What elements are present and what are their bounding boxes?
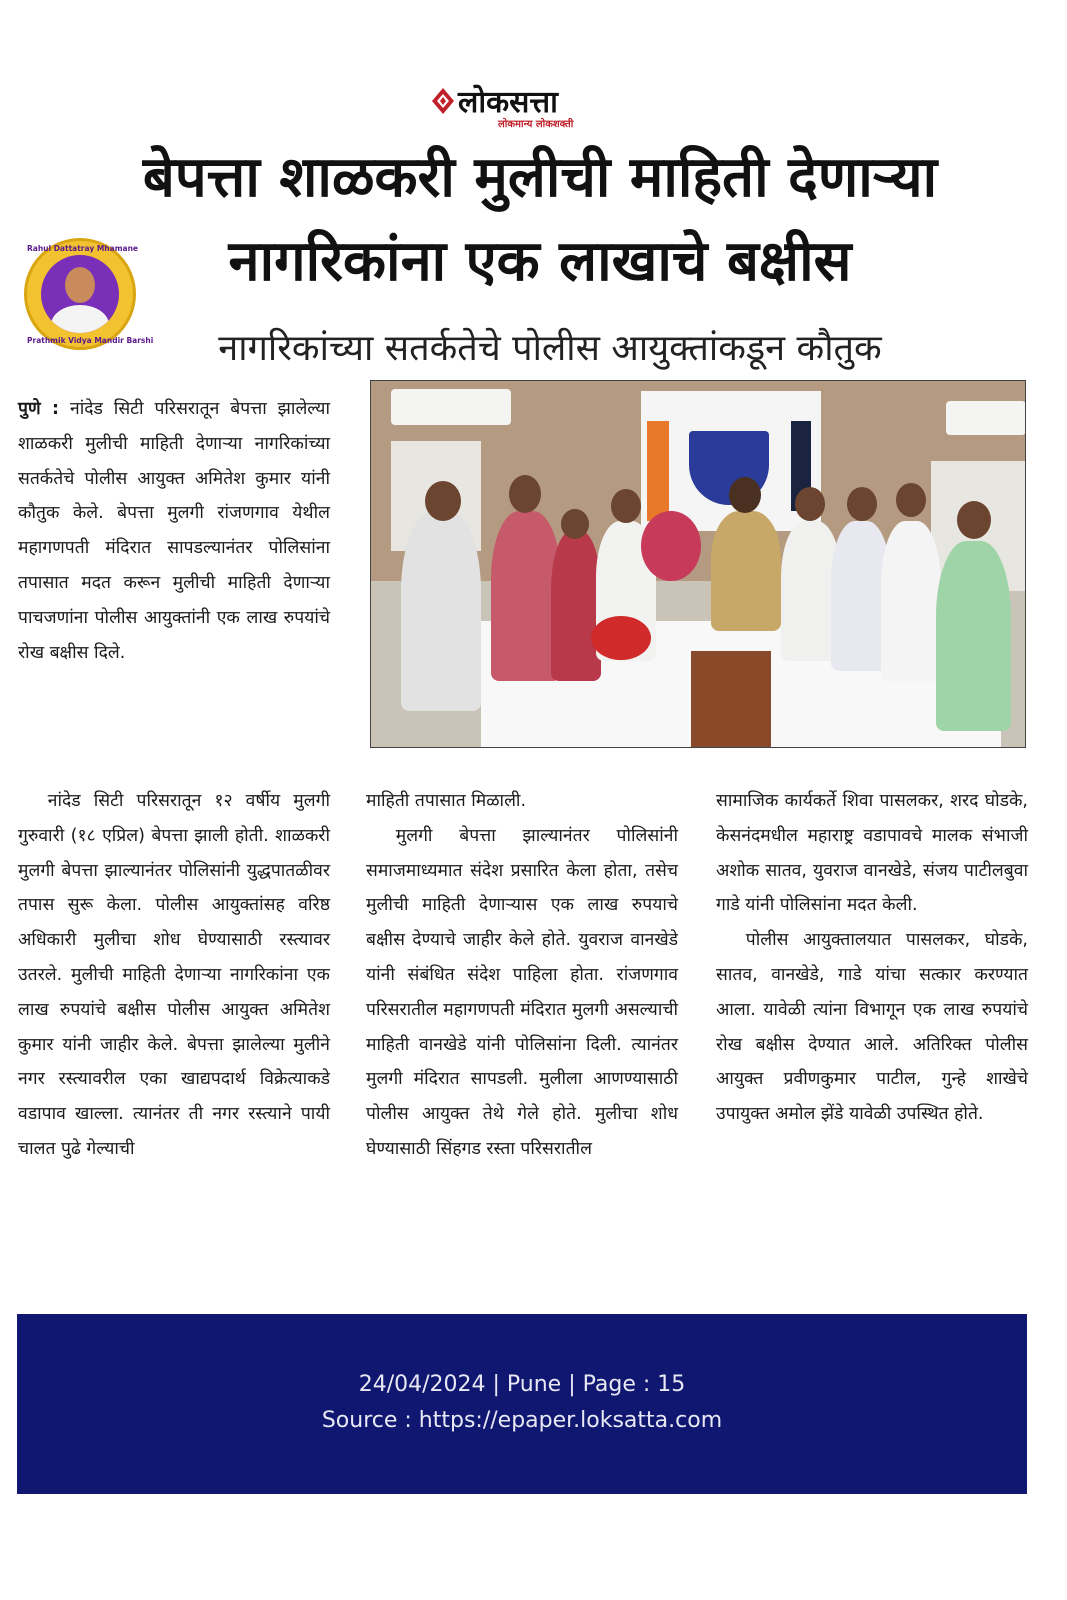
source-url[interactable]: Source : https://epaper.loksatta.com: [321, 1408, 723, 1433]
portrait-badge-icon: [24, 238, 154, 350]
article-column-3: [366, 784, 678, 1167]
newspaper-masthead: [430, 80, 630, 134]
headline-line-2: नागरिकांना एक लाखाचे बक्षीस: [228, 229, 852, 294]
article-column-4: [716, 784, 1028, 1132]
article-column-1: [18, 392, 330, 670]
source-footer: [17, 1314, 1027, 1494]
publication-info: 24/04/2024 | Pune | Page : 15: [358, 1372, 686, 1397]
article-para-2: नांदेड सिटी परिसरातून १२ वर्षीय मुलगी गुरुवारी (१८ एप्रिल) बेपत्ता झाली होती. शाळकरी मुलगी बेपत्ता झाल्यानंतर पोलिसांनी युद्धपातळीवर तपास सुरू केला. पोलीस आयुक्तांसह वरिष्ठ अधिकारी मुलीचा शोध घेण्यासाठी रस्त्यावर उतरले. मुलीची माहिती देणाऱ्या नागरिकांना एक लाख रुपयांचे बक्षीस पोलीस आयुक्त अमितेश कुमार यांनी जाहीर केले. बेपत्ता झालेल्या मुलीने नगर रस्त्यावरील एका खाद्यपदार्थ विक्रेत्याकडे वडापाव खाल्ला. त्यानंतर ती नगर रस्त्याने पायी चालत पुढे गेल्याची: [18, 791, 330, 1159]
dateline: पुणे :: [18, 399, 60, 419]
article-para-4b: पोलीस आयुक्तालयात पासलकर, घोडके, सातव, वानखेडे, गाडे यांचा सत्कार करण्यात आला. यावेळी त्यांना विभागून एक लाख रुपयांचे रोख बक्षीस देण्यात आले. अतिरिक्त पोलीस आयुक्त प्रवीणकुमार पाटील, गुन्हे शाखेचे उपायुक्त अमोल झेंडे यावेळी उपस्थित होते.: [716, 930, 1028, 1125]
newspaper-name: लोकसत्ता: [458, 85, 558, 120]
article-para-3a: माहिती तपासात मिळाली.: [366, 791, 527, 811]
loksatta-logo-icon: [432, 88, 454, 114]
headline-line-1: बेपत्ता शाळकरी मुलीची माहिती देणाऱ्या: [142, 145, 938, 210]
article-column-2: [18, 784, 330, 1167]
badge-portrait: [41, 255, 119, 333]
article-para-3b: मुलगी बेपत्ता झाल्यानंतर पोलिसांनी समाजमाध्यमात संदेश प्रसारित केला होता, तसेच मुलीची माहिती देणाऱ्यास एक लाख रुपयाचे बक्षीस देण्याचे जाहीर केले होते. युवराज वानखेडे यांनी संबंधित संदेश पाहिला होता. रांजणगाव परिसरातील महागणपती मंदिरात मुलगी असल्याची माहिती वानखेडे यांनी पोलिसांना दिली. त्यानंतर मुलगी मंदिरात सापडली. मुलीला आणण्यासाठी पोलीस आयुक्त तेथे गेले होते. मुलीचा शोध घेण्यासाठी सिंहगड रस्ता परिसरातील: [366, 825, 678, 1159]
newspaper-tagline: लोकमान्य लोकशक्ती: [498, 119, 574, 130]
article-para-1: नांदेड सिटी परिसरातून बेपत्ता झालेल्या शाळकरी मुलीची माहिती देणाऱ्या नागरिकांच्या सतर्कतेचे पोलीस आयुक्त अमितेश कुमार यांनी कौतुक केले. बेपत्ता मुलगी रांजणगाव येथील महागणपती मंदिरात सापडल्यानंतर पोलिसांना तपासात मदत करून मुलीची माहिती देणाऱ्या पाचजणांना पोलीस आयुक्तांनी एक लाख रुपयांचे रोख बक्षीस दिले.: [18, 399, 330, 663]
article-para-4a: सामाजिक कार्यकर्ते शिवा पासलकर, शरद घोडके, केसनंदमधील महाराष्ट्र वडापावचे मालक संभाजी अशोक सातव, युवराज वानखेडे, संजय पाटीलबुवा गाडे यांनी पोलिसांना मदत केली.: [716, 791, 1028, 916]
felicitation-photo: [370, 380, 1026, 748]
badge-bottom-text: Prathmik Vidya Mandir Barshi: [27, 336, 154, 345]
subheadline: नागरिकांच्या सतर्कतेचे पोलीस आयुक्तांकडून कौतुक: [218, 328, 882, 369]
badge-top-text: Rahul Dattatray Mhamane: [27, 244, 138, 253]
